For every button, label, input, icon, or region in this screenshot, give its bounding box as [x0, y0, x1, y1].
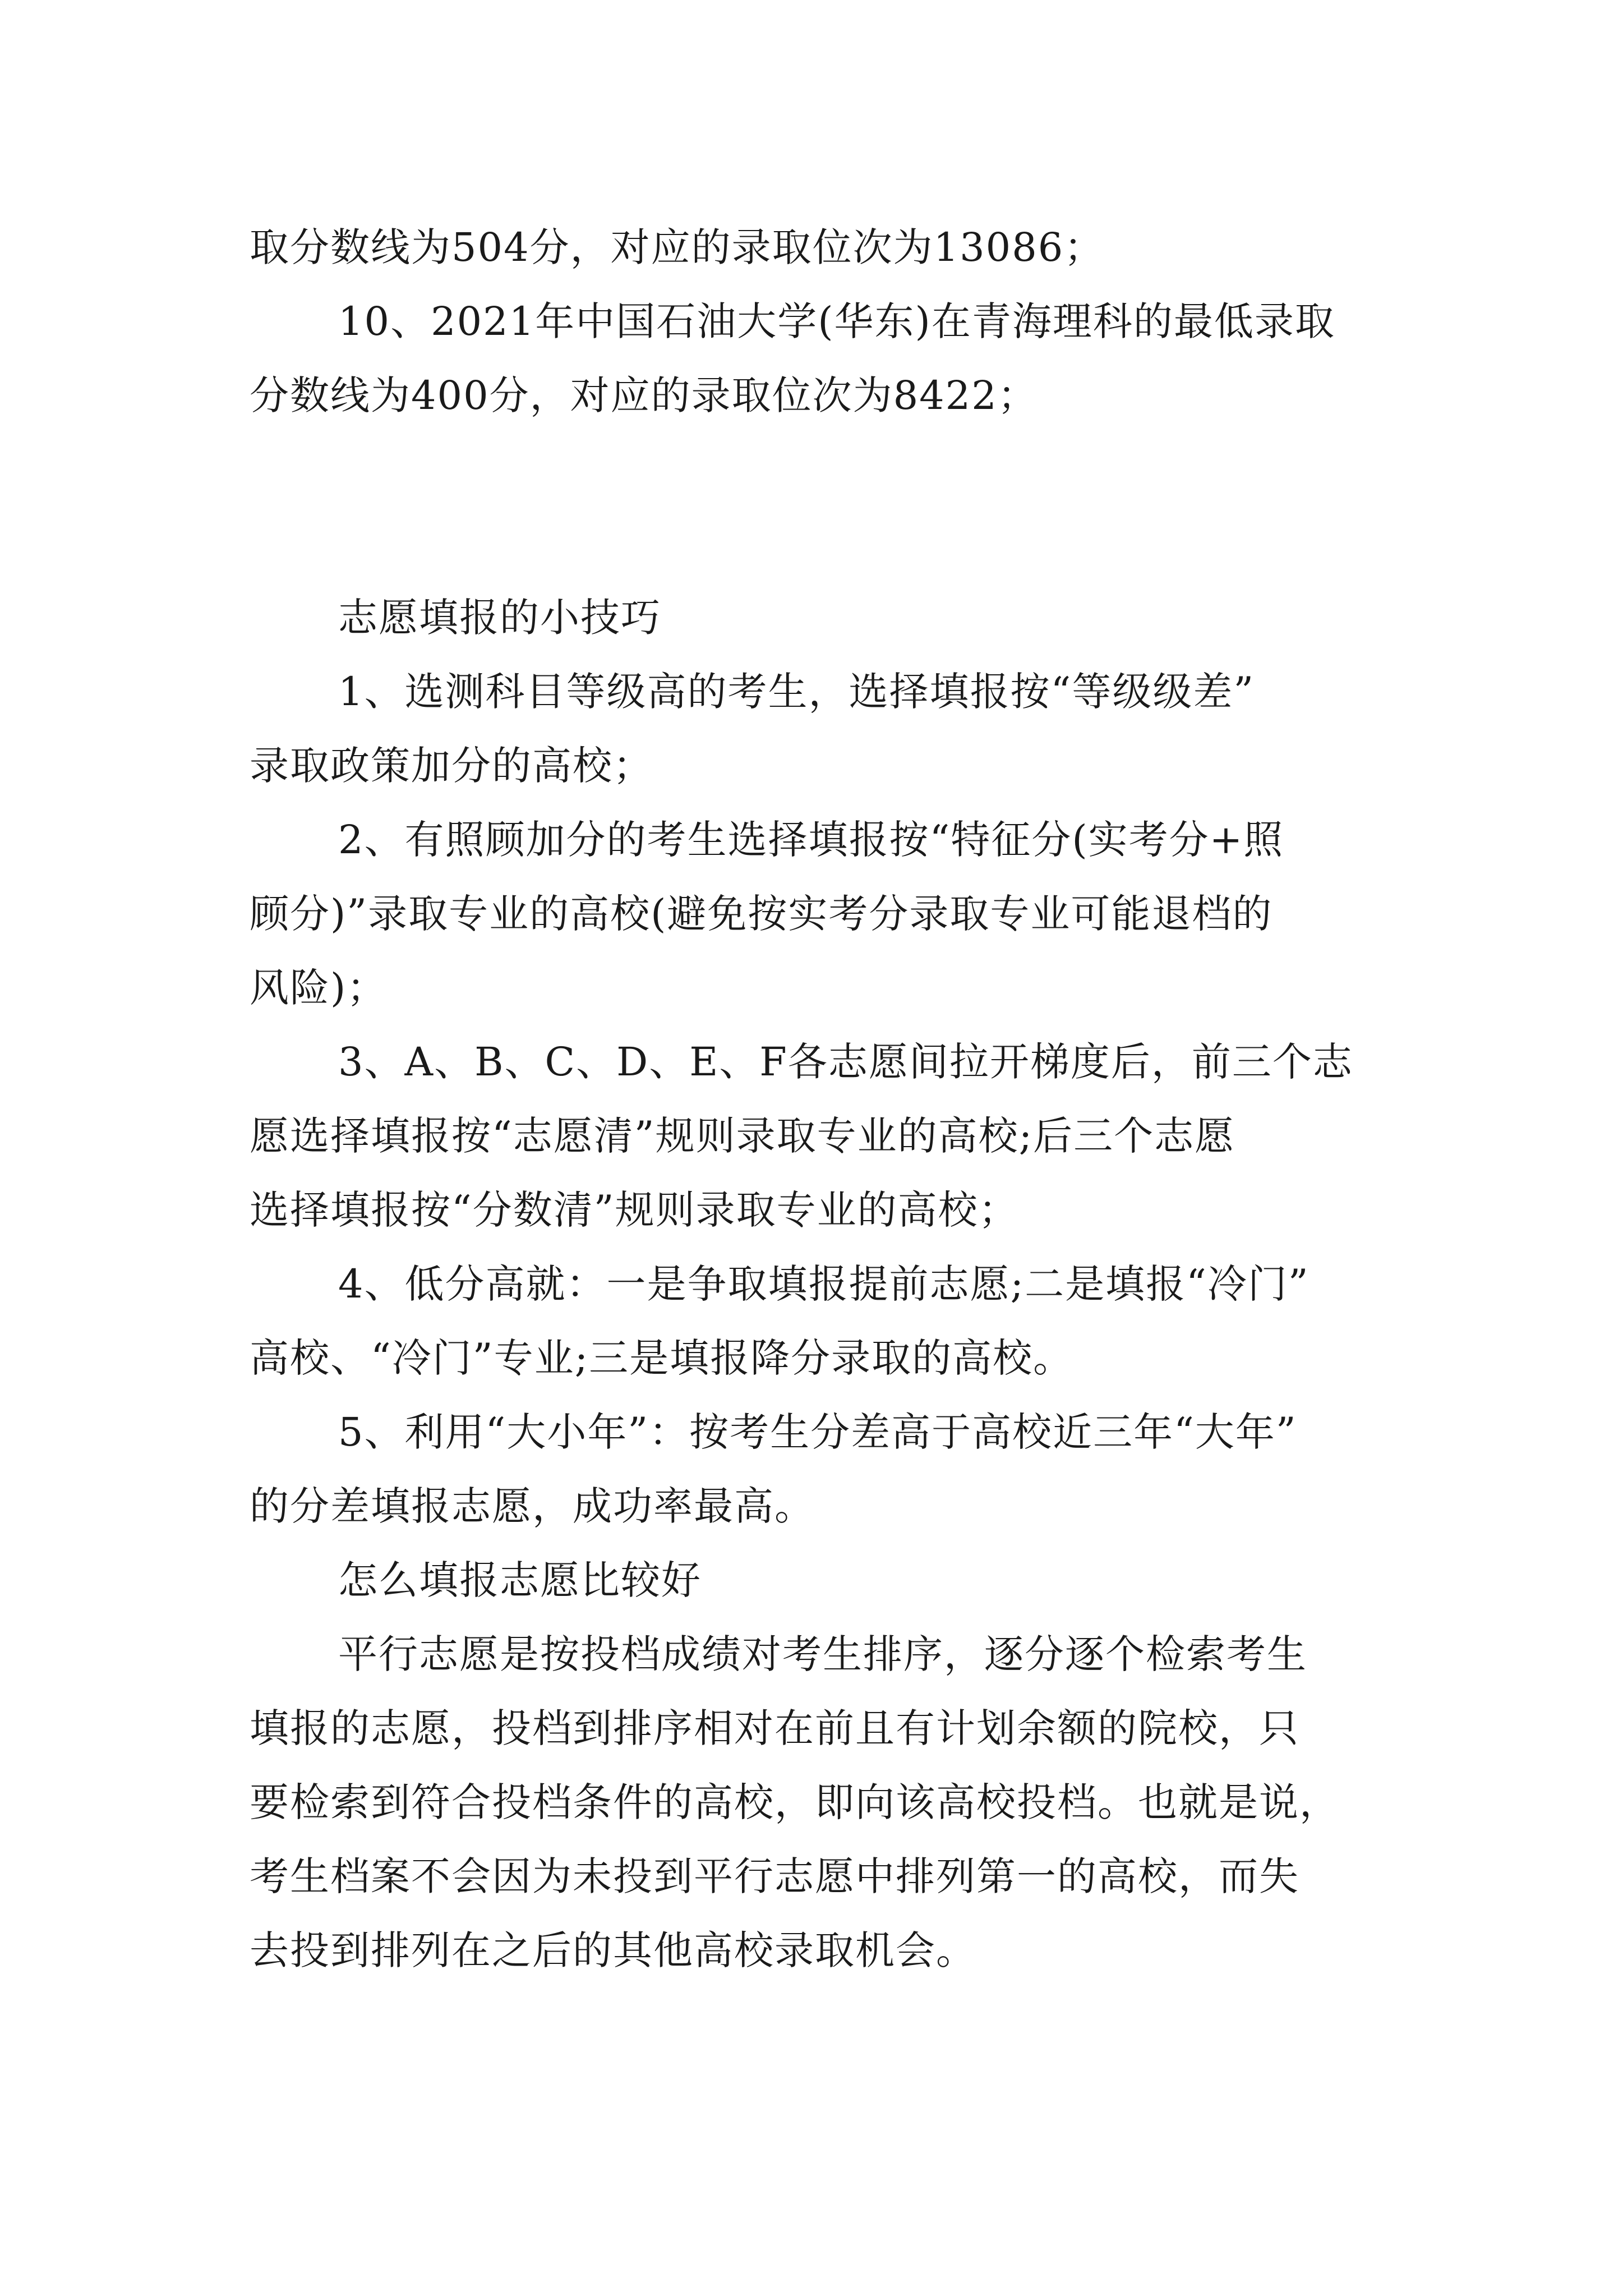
paragraph-line: 取分数线为504分，对应的录取位次为13086； — [250, 224, 1105, 270]
paragraph-line: 考生档案不会因为未投到平行志愿中排列第一的高校，而失 — [250, 1853, 1299, 1899]
paragraph-line: 平行志愿是按投档成绩对考生排序，逐分逐个检索考生 — [338, 1631, 1307, 1677]
section-heading-tips: 志愿填报的小技巧 — [338, 595, 661, 641]
paragraph-line: 高校、“冷门”专业;三是填报降分录取的高校。 — [250, 1335, 1074, 1381]
paragraph-line: 4、低分高就：一是争取填报提前志愿;二是填报“冷门” — [338, 1261, 1310, 1307]
paragraph-line: 愿选择填报按“志愿清”规则录取专业的高校;后三个志愿 — [250, 1113, 1235, 1159]
paragraph-line: 5、利用“大小年”：按考生分差高于高校近三年“大年” — [338, 1409, 1297, 1455]
paragraph-line: 录取政策加分的高校； — [250, 743, 653, 789]
paragraph-line: 2、有照顾加分的考生选择填报按“特征分(实考分+照 — [338, 817, 1284, 863]
paragraph-line: 3、A、B、C、D、E、F各志愿间拉开梯度后，前三个志 — [338, 1039, 1353, 1085]
paragraph-line: 1、选测科目等级高的考生，选择填报按“等级级差” — [338, 669, 1255, 715]
document-body — [250, 210, 1394, 1987]
section-heading-howto: 怎么填报志愿比较好 — [338, 1557, 702, 1603]
paragraph-line: 风险)； — [250, 965, 388, 1011]
paragraph-line: 去投到排列在之后的其他高校录取机会。 — [250, 1927, 976, 1973]
paragraph-line: 的分差填报志愿，成功率最高。 — [250, 1483, 815, 1529]
paragraph-line: 要检索到符合投档条件的高校，即向该高校投档。也就是说， — [250, 1779, 1340, 1825]
paragraph-line: 顾分)”录取专业的高校(避免按实考分录取专业可能退档的 — [250, 891, 1273, 937]
paragraph-line: 10、2021年中国石油大学(华东)在青海理科的最低录取 — [338, 298, 1335, 344]
paragraph-line: 选择填报按“分数清”规则录取专业的高校； — [250, 1187, 1019, 1233]
paragraph-line: 分数线为400分，对应的录取位次为8422； — [250, 372, 1038, 418]
paragraph-line: 填报的志愿，投档到排序相对在前且有计划余额的院校，只 — [250, 1705, 1299, 1751]
section-spacer — [250, 432, 1394, 581]
